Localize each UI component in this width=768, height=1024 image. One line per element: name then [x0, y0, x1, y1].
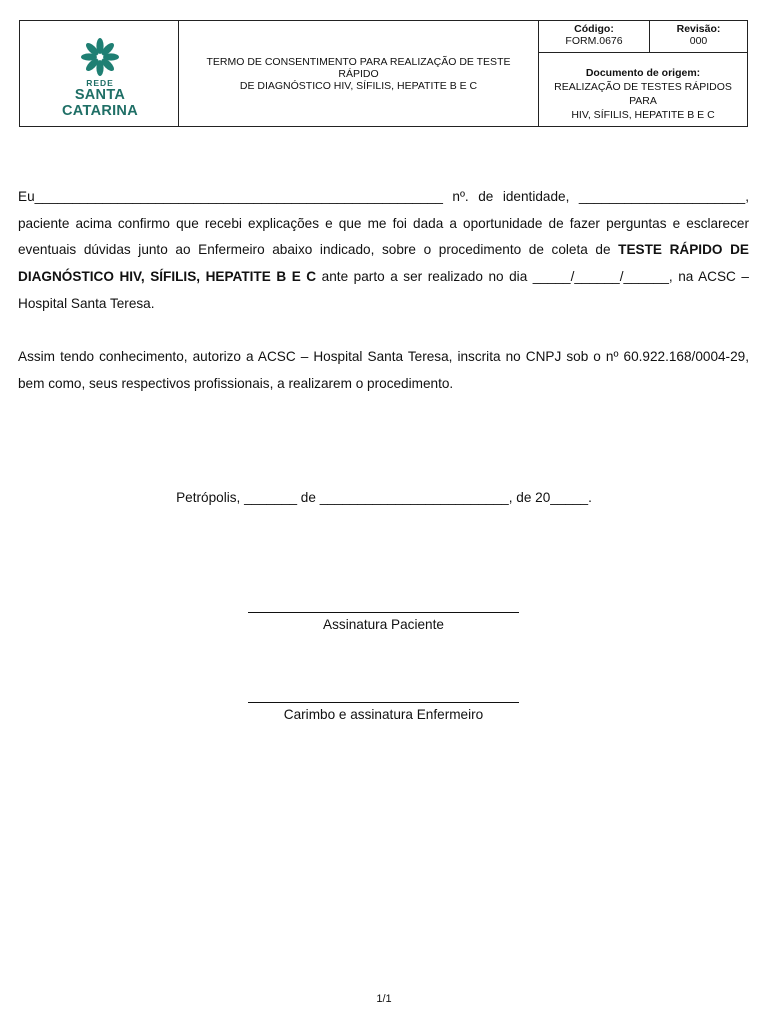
code-cell	[539, 21, 650, 53]
logo-brand-text: SANTA CATARINA	[62, 87, 138, 119]
nurse-signature-label: Carimbo e assinatura Enfermeiro	[283, 707, 484, 722]
origin-label: Documento de origem:	[585, 67, 701, 79]
patient-signature-label: Assinatura Paciente	[323, 617, 444, 632]
consent-paragraph	[18, 184, 749, 318]
origin-document-cell	[539, 53, 747, 126]
authorization-paragraph: Assim tendo conhecimento, autorizo a ACSC – Hospital Santa Teresa, inscrita no CNPJ sob o nº 60.922.168/0004-29, bem como, seus respectivos profissionais, a realizarem o procedimento.	[18, 349, 749, 391]
code-value: FORM.0676	[565, 35, 623, 47]
form-title	[185, 56, 532, 92]
code-label: Código:	[574, 23, 614, 35]
nurse-signature-line	[248, 702, 519, 703]
patient-signature-line	[248, 612, 519, 613]
origin-line2: HIV, SÍFILIS, HEPATITE B E C	[571, 109, 715, 121]
page-number: 1/1	[376, 993, 392, 1005]
revision-label: Revisão:	[676, 23, 721, 35]
consent-procedure-name: TESTE RÁPIDO DE DIAGNÓSTICO HIV, SÍFILIS, HEPATITE B E C	[18, 242, 749, 285]
date-line: Petrópolis, _______ de _________________________, de 20_____.	[176, 490, 592, 505]
consent-text-start: Eu______________________________________________________ nº. de identidade, ______________________, paciente acima confirmo que recebi explicações e que me foi dada a oportunidade de fazer perguntas e esclarecer eventuais dúvidas junto ao Enfermeiro abaixo indicado, sobre o procedimento de coleta de	[18, 189, 749, 258]
form-title-cell	[179, 21, 539, 126]
flower-logo-icon	[78, 37, 122, 77]
brand-logo	[40, 37, 160, 119]
revision-value: 000	[689, 35, 708, 47]
patient-signature-block	[248, 612, 519, 632]
logo-cell	[20, 21, 179, 126]
document-header-table	[19, 20, 748, 127]
nurse-signature-block	[248, 702, 519, 722]
origin-line1: REALIZAÇÃO DE TESTES RÁPIDOS PARA	[554, 81, 732, 107]
logo-rede-text: REDE	[86, 78, 114, 88]
form-title-line1: TERMO DE CONSENTIMENTO PARA REALIZAÇÃO DE TESTE RÁPIDO	[206, 55, 511, 80]
consent-text-end: ante parto a ser realizado no dia _____/______/______, na ACSC – Hospital Santa Teresa.	[18, 269, 749, 311]
form-title-line2: DE DIAGNÓSTICO HIV, SÍFILIS, HEPATITE B E C	[239, 79, 478, 92]
revision-cell	[650, 21, 747, 53]
